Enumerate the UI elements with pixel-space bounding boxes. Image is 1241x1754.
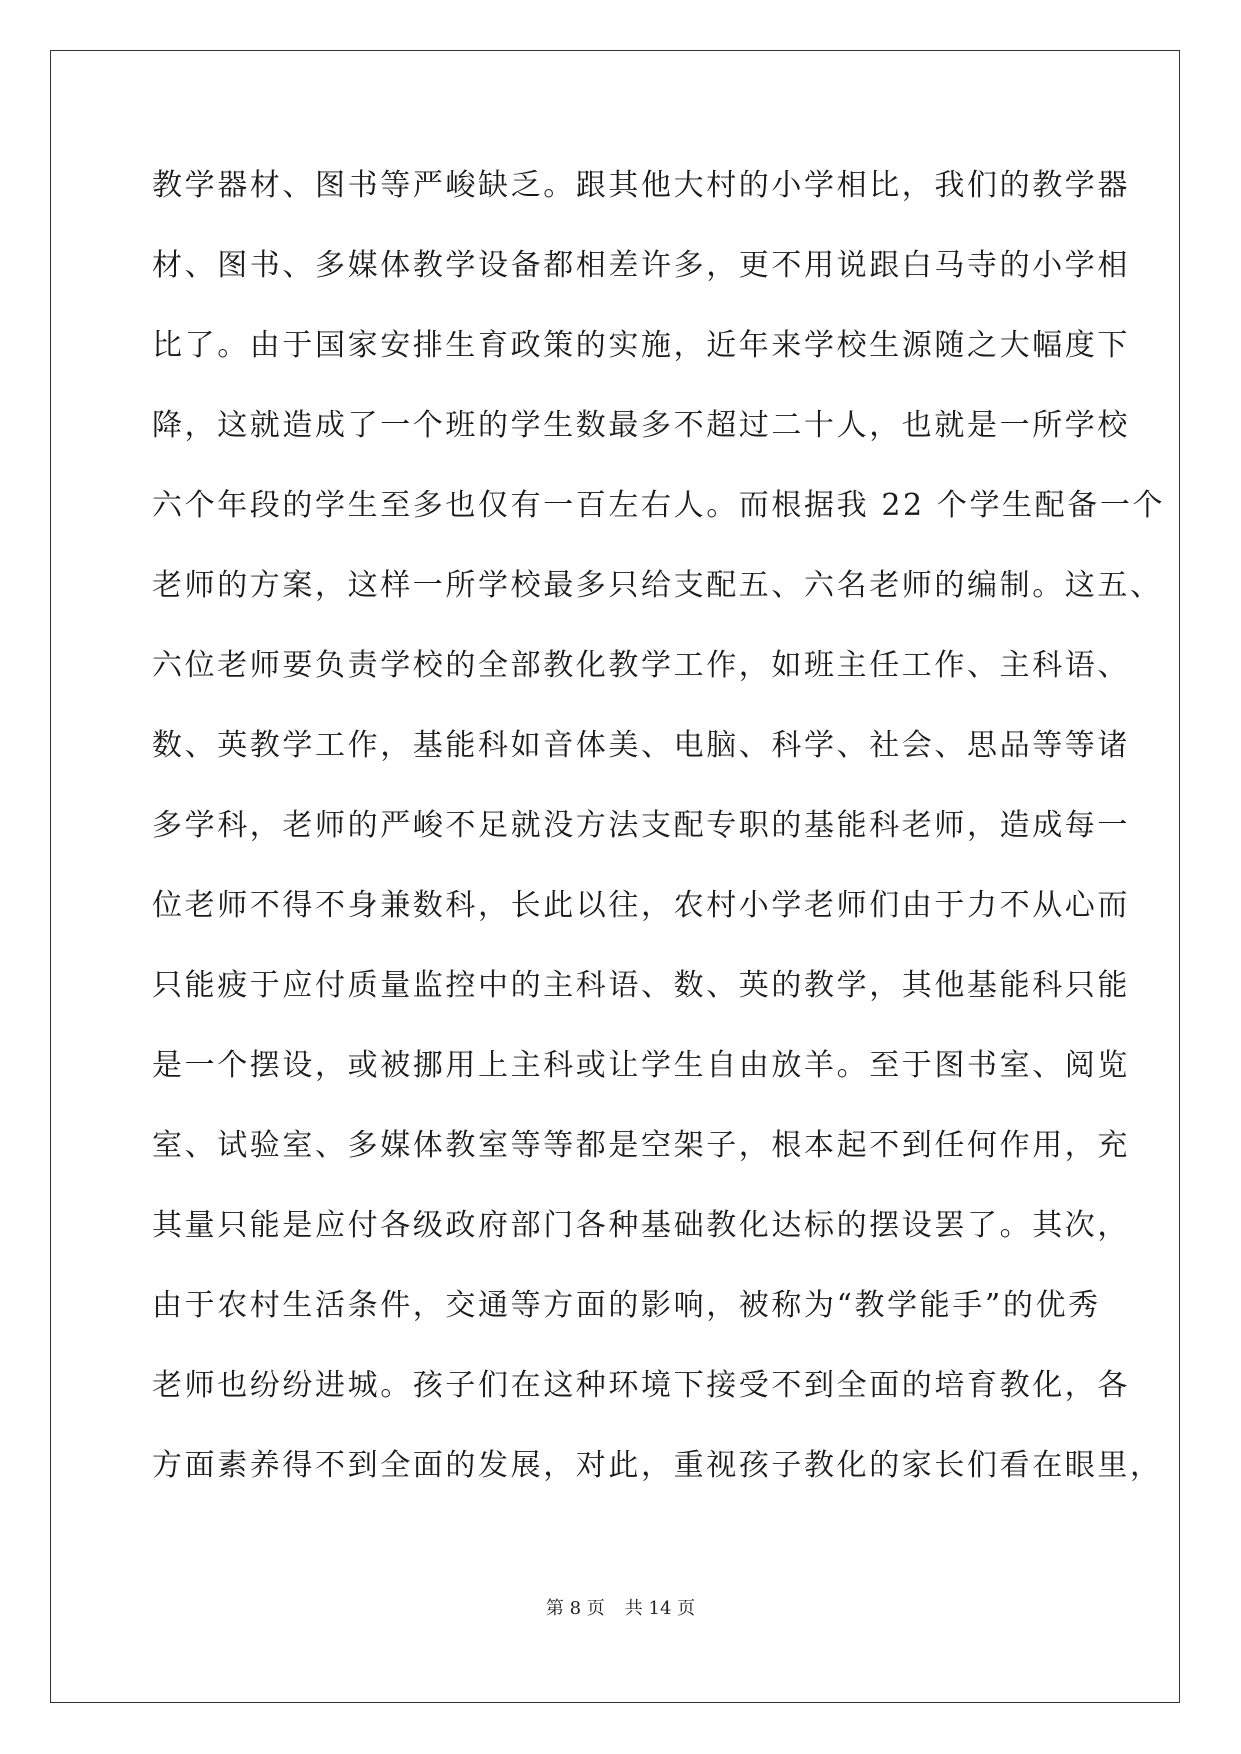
text-line: 老师的方案，这样一所学校最多只给支配五、六名老师的编制。这五、 [152, 568, 1163, 603]
text-line: 其量只能是应付各级政府部门各种基础教化达标的摆设罢了。其次， [152, 1208, 1130, 1243]
page-footer [0, 1597, 1241, 1621]
text-line: 方面素养得不到全面的发展，对此，重视孩子教化的家长们看在眼里， [152, 1448, 1163, 1483]
page-number: 第 8 页 [545, 1598, 605, 1619]
text-line: 老师也纷纷进城。孩子们在这种环境下接受不到全面的培育教化，各 [152, 1368, 1130, 1403]
text-line: 只能疲于应付质量监控中的主科语、数、英的教学，其他基能科只能 [152, 968, 1130, 1003]
text-line: 教学器材、图书等严峻缺乏。跟其他大村的小学相比，我们的教学器 [152, 168, 1130, 203]
text-line: 室、试验室、多媒体教室等等都是空架子，根本起不到任何作用，充 [152, 1128, 1130, 1163]
text-line: 位老师不得不身兼数科，长此以往，农村小学老师们由于力不从心而 [152, 888, 1130, 923]
text-line: 数、英教学工作，基能科如音体美、电脑、科学、社会、思品等等诸 [152, 728, 1130, 763]
page-total: 共 14 页 [624, 1598, 696, 1619]
text-line: 多学科，老师的严峻不足就没方法支配专职的基能科老师，造成每一 [152, 808, 1130, 843]
text-line: 比了。由于国家安排生育政策的实施，近年来学校生源随之大幅度下 [152, 328, 1130, 363]
text-line: 降，这就造成了一个班的学生数最多不超过二十人，也就是一所学校 [152, 408, 1130, 443]
text-line: 是一个摆设，或被挪用上主科或让学生自由放羊。至于图书室、阅览 [152, 1048, 1130, 1083]
body-text [152, 160, 1166, 1520]
text-line: 六个年段的学生至多也仅有一百左右人。而根据我 22 个学生配备一个 [152, 488, 1166, 523]
text-line: 六位老师要负责学校的全部教化教学工作，如班主任工作、主科语、 [152, 648, 1130, 683]
text-line: 由于农村生活条件，交通等方面的影响，被称为“教学能手”的优秀 [152, 1288, 1101, 1323]
text-line: 材、图书、多媒体教学设备都相差许多，更不用说跟白马寺的小学相 [152, 248, 1130, 283]
